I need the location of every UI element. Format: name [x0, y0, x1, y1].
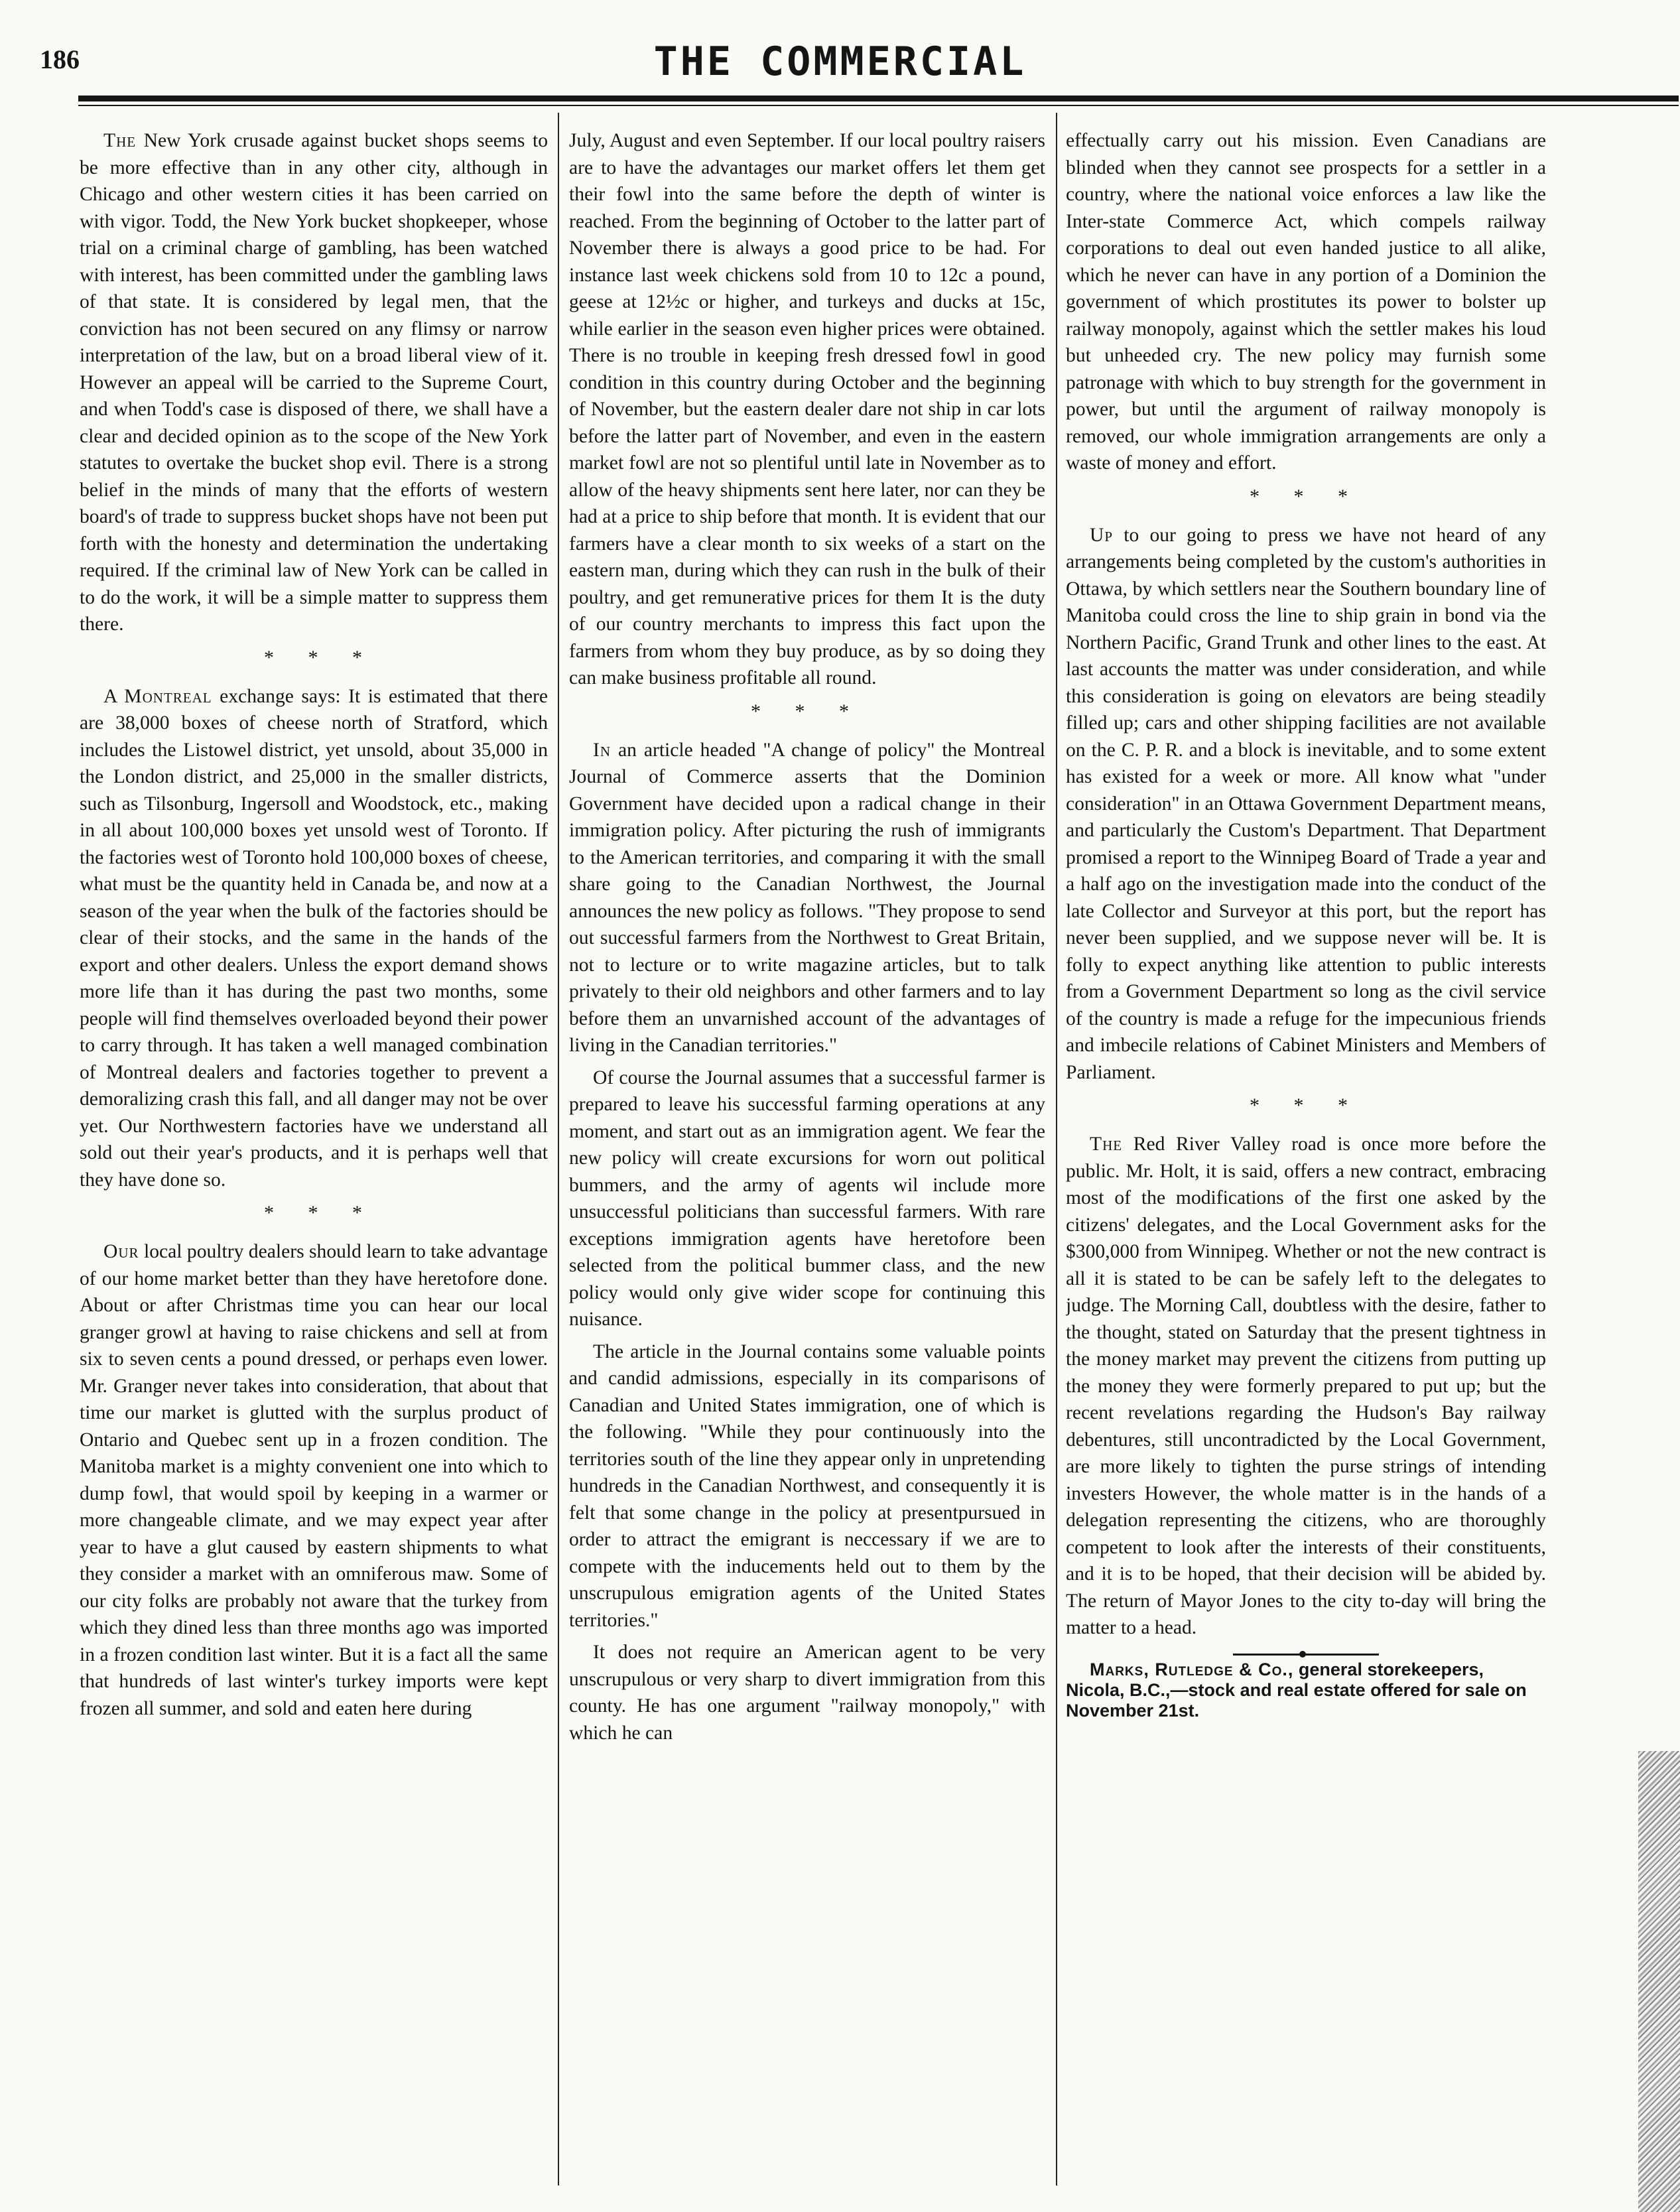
ad-divider-rule	[1233, 1654, 1379, 1656]
article-lead-word: Our	[103, 1241, 139, 1262]
section-separator: * * *	[264, 1202, 377, 1224]
notice-marks-rutledge	[1066, 1659, 1546, 1721]
article-montreal-cheese	[80, 683, 548, 1194]
article-paragraph: It does not require an American agent to be very unscrupulous or very sharp to divert immigration from this county. He has one argument "railway monopoly," with which he can	[569, 1642, 1045, 1744]
section-separator: * * *	[1250, 1094, 1362, 1116]
column-divider-2	[1056, 113, 1057, 2185]
article-bucket-shops	[80, 127, 548, 638]
article-lead-word: Up	[1090, 524, 1114, 546]
article-lead-word: Montreal	[124, 685, 212, 707]
article-paragraph: local poultry dealers should learn to take advantage of our home market better than they have heretofore done. About or after Christmas time you can hear our local granger growl at having to raise chickens and sell at from six to seven cents a pound dressed, or perhaps even lower. Mr. Granger never takes into consideration, that about that time our market is glutted with the surplus product of Ontario and Quebec sent up in a frozen condition. The Manitoba market is a mighty convenient one into which to dump fowl, that would spoil by keeping in a warmer or more changeable climate, and we may expect year after year to have a glut caused by eastern shipments to what they consider a market with an omniferous maw. Some of our city folks are probably not aware that the turkey from which they dined less than three months ago was imported in a frozen condition last winter. But it is a fact all the same that hundreds of last winter's turkey imports were kept frozen all summer, and sold and eaten here during	[80, 1241, 548, 1719]
article-prefix: A	[103, 685, 117, 707]
column-divider-1	[558, 113, 559, 2185]
column-1	[80, 127, 548, 2185]
article-paragraph: New York crusade against bucket shops seems to be more effective than in any other city, although in Chicago and other western cities it has been carried on with vigor. Todd, the New York bucket shopkeeper, whose trial on a criminal charge of gambling, has been watched with interest, has been committed under the gambling laws of that state. It is considered by legal men, that the conviction has not been secured on any flimsy or narrow interpretation of the law, but on a broad liberal view of it. However an appeal will be carried to the Supreme Court, and when Todd's case is disposed of there, we shall have a clear and decided opinion as to the scope of the New York statutes to overtake the bucket shop evil. There is a strong belief in the minds of many that the efforts of western board's of trade to suppress bucket shops have not been put forth with the honesty and determination the undertaking required. If the criminal law of New York can be called in to do the work, it will be a simple matter to suppress them there.	[80, 130, 548, 635]
article-paragraph: The article in the Journal contains some valuable points and candid admissions, especially in its comparisons of Canadian and United States immigration, one of which is the following. "While they pour continuously into the territories south of the line they appear only in unpretending hundreds in the Canadian Northwest, and consequently it is felt that some change in the policy at presentpursued in order to attract the emigrant is neccessary if we are to compete with the inducements held out to them by the unscrupulous emigration agents of the United States territories."	[569, 1340, 1045, 1631]
article-lead-word: The	[1090, 1134, 1123, 1155]
scan-edge-texture	[1638, 1751, 1680, 2212]
section-separator: * * *	[751, 700, 864, 722]
section-separator: * * *	[264, 646, 377, 669]
column-2	[569, 127, 1045, 2185]
article-red-river-valley	[1066, 1131, 1546, 1642]
header-rule-thick	[78, 96, 1679, 101]
column-3	[1066, 127, 1546, 2185]
article-custom-grain-bond	[1066, 522, 1546, 1086]
article-paragraph: to our going to press we have not heard of any arrangements being completed by the custom's authorities in Ottawa, by which settlers near the Southern boundary line of Manitoba could cross the line to ship grain in bond via the Northern Pacific, Grand Trunk and other lines to the east. At last accounts the matter was under consideration, and while this consideration is going on elevators are being steadily filled up; cars and other shipping facilities are not available on the C. P. R. and a block is inevitable, and to some extent has existed for a week or more. All know what "under consideration" in an Ottawa Government Department means, and particularly the Custom's Department. That Department promised a report to the Winnipeg Board of Trade a year and a half ago on the investigation made into the conduct of the late Collector and Surveyor at this port, but the report has never been supplied, and we suppose never will be. It is folly to expect anything like attention to public interests from a Government Department so long as the civil service of the country is made a refuge for the impecunious friends and imbecile relations of Cabinet Ministers and Members of Parliament.	[1066, 524, 1546, 1083]
page-number: 186	[40, 44, 80, 74]
header-rule-thin	[78, 105, 1679, 106]
article-paragraph: effectually carry out his mission. Even Canadians are blinded when they cannot see prospects for a settler in a country, where the national voice enforces a law like the Inter-state Commerce Act, which compels railway corporations to deal out even handed justice to all alike, which he never can have in any portion of a Dominion the government of which prostitutes its power to bolster up railway monopoly, against which the settler makes his loud but unheeded cry. The new policy may furnish some patronage with which to buy strength for the government in power, but until the argument of railway monopoly is removed, our whole immigration arrangements are only a waste of money and effort.	[1066, 130, 1546, 474]
article-paragraph: exchange says: It is estimated that there are 38,000 boxes of cheese north of Stratford, which includes the Listowel district, yet unsold, about 35,000 in the London district, and 25,000 in the smaller districts, such as Tilsonburg, Ingersoll and Woodstock, etc., making in all about 100,000 boxes yet unsold west of Toronto. If the factories west of Toronto hold 100,000 boxes of cheese, what must be the quantity held in Canada be, and now at a season of the year when the bulk of the factories should be clear of their stocks, and the same in the hands of the export and other dealers. Unless the export demand shows more life than it has during the past two months, some people will find themselves overloaded beyond their power to carry through. It has taken a well managed combination of Montreal dealers and factories together to prevent a demoralizing crash this fall, and all danger may not be over yet. Our Northwestern factories have we understand all sold out their year's products, and it is perhaps well that they have done so.	[80, 685, 548, 1191]
article-paragraph: Of course the Journal assumes that a successful farmer is prepared to leave his successful farming operations at any moment, and start out as an immigration agent. We fear the new policy will create excursions for worn out political bummers, and the army of agents wil include more unsuccessful politicians than successful farmers. With rare exceptions immigration agents have heretofore been selected from the political bummer class, and the new policy would only give wider scope for continuing this nuisance.	[569, 1067, 1045, 1330]
article-paragraph: July, August and even September. If our local poultry raisers are to have the advantages our market offers let them get their fowl into the same before the depth of winter is reached. From the beginning of October to the latter part of November there is always a good price to be had. For instance last week chickens sold from 10 to 12c a pound, geese at 12½c or higher, and turkeys and ducks at 15c, while earlier in the season even higher prices were obtained. There is no trouble in keeping fresh dressed fowl in good condition in this country during October and the beginning of November, but the eastern dealer dare not ship in car lots before the latter part of November, and even in the eastern market fowl are not so plentiful until late in November as to allow of the heavy shipments sent here later, nor can they be had at a price to ship before that month. It is evident that our farmers have a clear month to six weeks of a start on the eastern man, during which they can rush in the bulk of their poultry, and get remunerative prices for them It is the duty of our country merchants to impress this fact upon the farmers from whom they buy produce, as by so doing they can make business profitable all round.	[569, 130, 1045, 688]
article-paragraph: an article headed "A change of policy" the Montreal Journal of Commerce asserts that the Dominion Government have decided upon a radical change in their immigration policy. After picturing the rush of immigrants to the American territories, and comparing it with the small share going to the Canadian Northwest, the Journal announces the new policy as follows. "They propose to send out successful farmers from the Northwest to Great Britain, not to lecture or to write magazine articles, but to talk privately to their old neighbors and other farmers and to lay before them an unvarnished account of the advantages of living in the Canadian territories."	[569, 739, 1045, 1056]
article-local-poultry-continued	[569, 127, 1045, 692]
article-local-poultry	[80, 1238, 548, 1722]
newspaper-title: THE COMMERCIAL	[653, 38, 1027, 85]
article-immigration-policy-continued	[1066, 127, 1546, 477]
notice-lead: Marks, Rutledge & Co.,	[1090, 1659, 1294, 1679]
article-lead-word: The	[103, 130, 137, 151]
page-header	[0, 0, 1680, 99]
article-lead-word: In	[593, 739, 612, 761]
notice-text: general storekeepers, Nicola, B.C.,—stock and real estate offered for sale on November 21st.	[1066, 1659, 1527, 1721]
section-separator: * * *	[1250, 485, 1362, 507]
article-paragraph: Red River Valley road is once more before the public. Mr. Holt, it is said, offers a new contract, embracing most of the modifications of the first one asked by the citizens' delegates, and the Local Government asks for the $300,000 from Winnipeg. Whether or not the new contract is all it is stated to be can be safely left to the delegates to judge. The Morning Call, doubtless with the desire, father to the thought, stated on Saturday that the present tightness in the money market may prevent the citizens from putting up the money they were formerly prepared to put up; but the recent revelations regarding the Hudson's Bay railway debentures, still uncontradicted by the Local Government, are more likely to tighten the purse strings of intending investers However, the whole matter is in the hands of a delegation representing the citizens, who are thoroughly competent to look after the interests of their constituents, and it is to be hoped, that their decision will be abided by. The return of Mayor Jones to the city to-day will bring the matter to a head.	[1066, 1134, 1546, 1638]
article-immigration-policy	[569, 737, 1045, 1747]
